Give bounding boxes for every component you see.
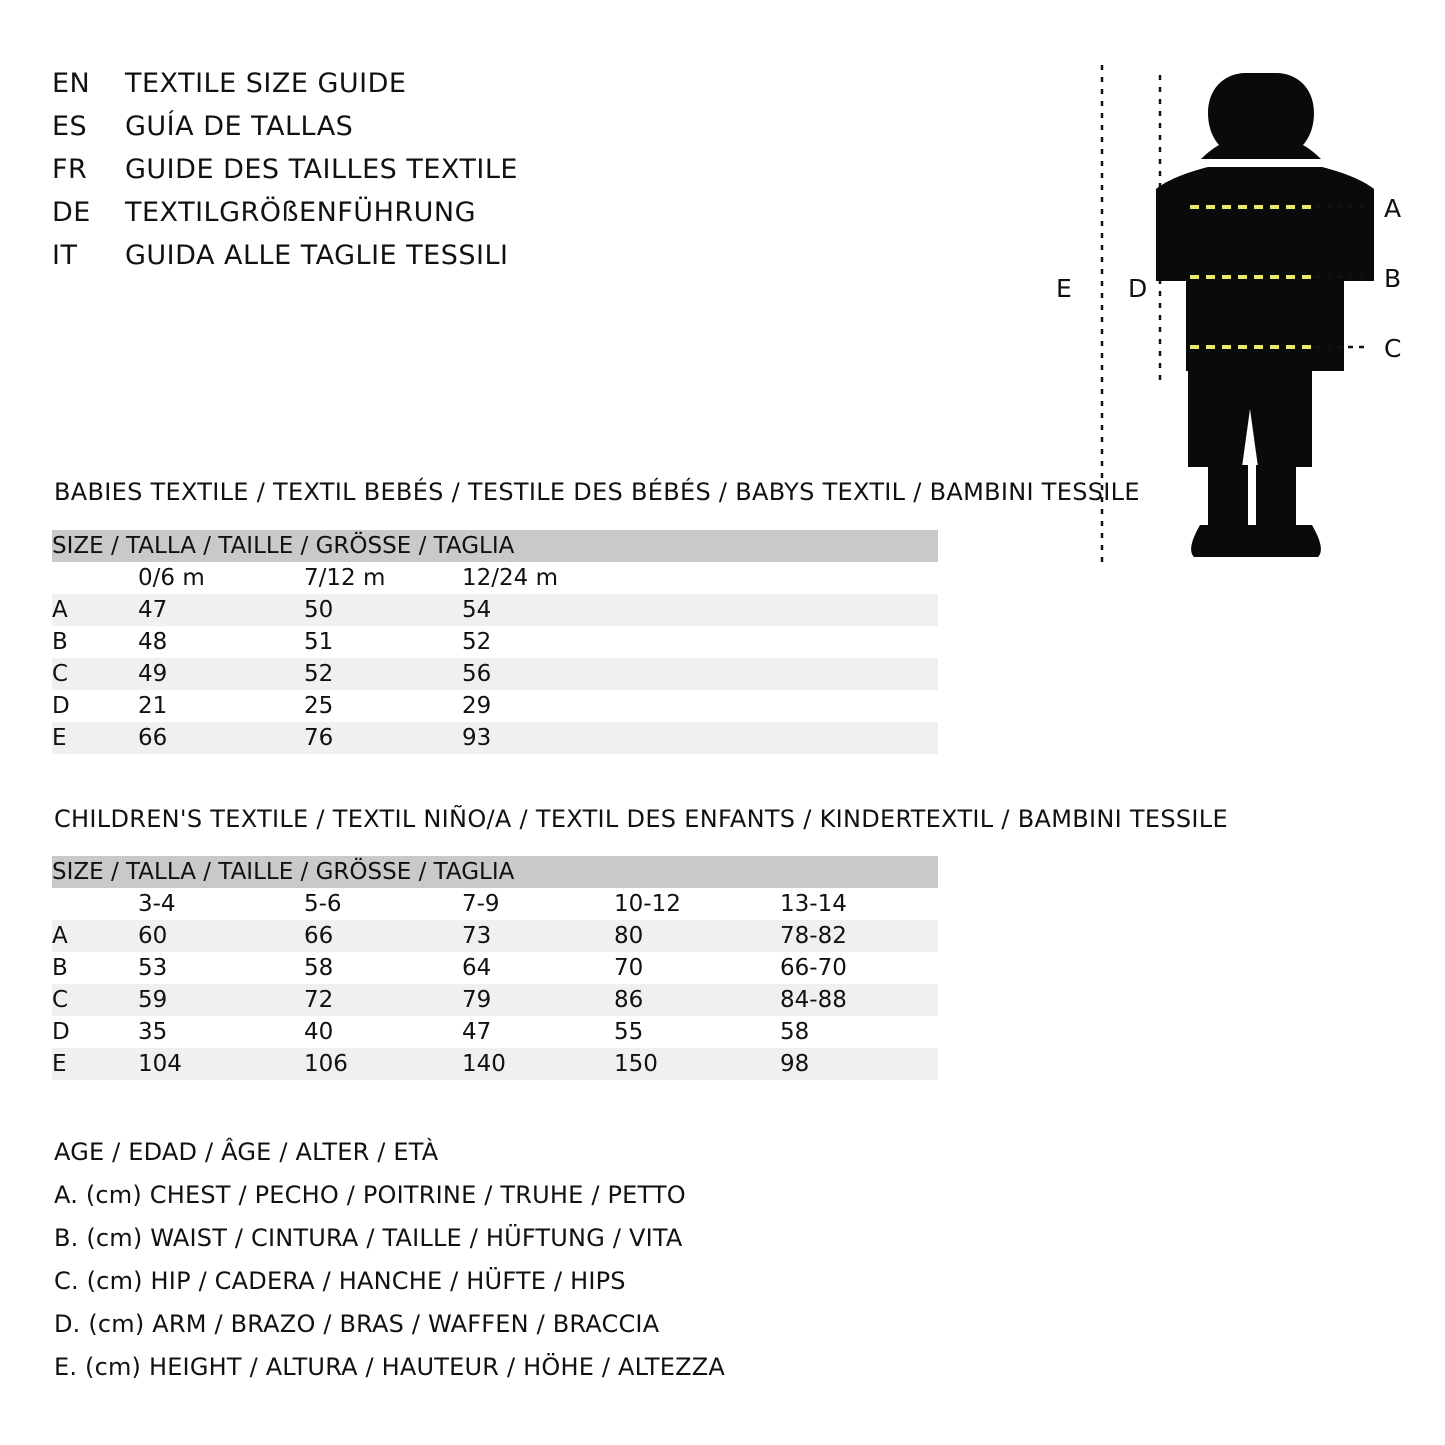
corner-cell	[52, 562, 138, 594]
legend-item: D. (cm) ARM / BRAZO / BRAS / WAFFEN / BRACCIA	[54, 1310, 660, 1338]
table-column-row	[52, 888, 938, 920]
table-row	[52, 594, 938, 626]
language-code: EN	[52, 68, 91, 99]
language-row	[52, 154, 752, 197]
row-label: E	[52, 722, 138, 754]
cell-value: 86	[614, 984, 780, 1016]
cell-value: 78-82	[780, 920, 938, 952]
cell-value: 66	[138, 722, 304, 754]
measurement-legend	[54, 1138, 954, 1396]
cell-value: 79	[462, 984, 614, 1016]
cell-value: 73	[462, 920, 614, 952]
cell-value: 49	[138, 658, 304, 690]
child-silhouette	[1156, 73, 1374, 557]
figure-label-d: D	[1128, 274, 1148, 303]
column-header: 3-4	[138, 888, 304, 920]
cell-value: 35	[138, 1016, 304, 1048]
language-code: DE	[52, 197, 91, 228]
legend-item: AGE / EDAD / ÂGE / ALTER / ETÀ	[54, 1138, 439, 1166]
legend-item: B. (cm) WAIST / CINTURA / TAILLE / HÜFTUNG / VITA	[54, 1224, 683, 1252]
table-row	[52, 722, 938, 754]
cell-value: 58	[780, 1016, 938, 1048]
language-title-list	[52, 68, 752, 283]
legend-item: C. (cm) HIP / CADERA / HANCHE / HÜFTE / HIPS	[54, 1267, 626, 1295]
cell-value: 48	[138, 626, 304, 658]
row-label: B	[52, 952, 138, 984]
cell-value: 52	[304, 658, 462, 690]
language-row	[52, 197, 752, 240]
row-label: A	[52, 920, 138, 952]
cell-value: 55	[614, 1016, 780, 1048]
cell-value: 21	[138, 690, 304, 722]
row-label: B	[52, 626, 138, 658]
language-row	[52, 240, 752, 283]
language-title: TEXTILGRÖßENFÜHRUNG	[125, 197, 477, 228]
table-row	[52, 984, 938, 1016]
children-table-header: SIZE / TALLA / TAILLE / GRÖSSE / TAGLIA	[52, 856, 938, 888]
cell-value: 70	[614, 952, 780, 984]
row-label: D	[52, 1016, 138, 1048]
language-row	[52, 111, 752, 154]
babies-size-table	[52, 530, 938, 754]
cell-value: 51	[304, 626, 462, 658]
legend-item: A. (cm) CHEST / PECHO / POITRINE / TRUHE / PETTO	[54, 1181, 686, 1209]
language-row	[52, 68, 752, 111]
table-header-row	[52, 530, 938, 562]
table-row	[52, 952, 938, 984]
cell-value: 40	[304, 1016, 462, 1048]
figure-label-b: B	[1384, 264, 1402, 293]
column-header: 7-9	[462, 888, 614, 920]
language-code: ES	[52, 111, 88, 142]
column-header: 5-6	[304, 888, 462, 920]
babies-section-title: BABIES TEXTILE / TEXTIL BEBÉS / TESTILE DES BÉBÉS / BABYS TEXTIL / BAMBINI TESSILE	[54, 478, 1140, 506]
table-header-row	[52, 856, 938, 888]
language-code: FR	[52, 154, 88, 185]
cell-value: 93	[462, 722, 938, 754]
cell-value: 47	[462, 1016, 614, 1048]
language-title: GUIDA ALLE TAGLIE TESSILI	[125, 240, 509, 271]
column-header: 0/6 m	[138, 562, 304, 594]
language-code: IT	[52, 240, 78, 271]
legend-item: E. (cm) HEIGHT / ALTURA / HAUTEUR / HÖHE / ALTEZZA	[54, 1353, 726, 1381]
cell-value: 58	[304, 952, 462, 984]
babies-table-header: SIZE / TALLA / TAILLE / GRÖSSE / TAGLIA	[52, 530, 938, 562]
table-row	[52, 1048, 938, 1080]
cell-value: 59	[138, 984, 304, 1016]
language-title: TEXTILE SIZE GUIDE	[125, 68, 407, 99]
column-header: 7/12 m	[304, 562, 462, 594]
table-row	[52, 658, 938, 690]
figure-label-a: A	[1384, 194, 1402, 223]
table-row	[52, 690, 938, 722]
language-title: GUIDE DES TAILLES TEXTILE	[125, 154, 518, 185]
figure-label-c: C	[1384, 334, 1402, 363]
cell-value: 60	[138, 920, 304, 952]
cell-value: 66-70	[780, 952, 938, 984]
cell-value: 106	[304, 1048, 462, 1080]
cell-value: 104	[138, 1048, 304, 1080]
cell-value: 47	[138, 594, 304, 626]
corner-cell	[52, 888, 138, 920]
cell-value: 54	[462, 594, 938, 626]
cell-value: 53	[138, 952, 304, 984]
cell-value: 25	[304, 690, 462, 722]
table-row	[52, 626, 938, 658]
row-label: D	[52, 690, 138, 722]
figure-label-e: E	[1056, 274, 1072, 303]
row-label: C	[52, 984, 138, 1016]
table-column-row	[52, 562, 938, 594]
cell-value: 66	[304, 920, 462, 952]
cell-value: 80	[614, 920, 780, 952]
column-header: 12/24 m	[462, 562, 938, 594]
cell-value: 52	[462, 626, 938, 658]
column-header: 10-12	[614, 888, 780, 920]
row-label: A	[52, 594, 138, 626]
language-title: GUÍA DE TALLAS	[125, 111, 354, 142]
cell-value: 140	[462, 1048, 614, 1080]
row-label: E	[52, 1048, 138, 1080]
cell-value: 72	[304, 984, 462, 1016]
cell-value: 50	[304, 594, 462, 626]
cell-value: 64	[462, 952, 614, 984]
cell-value: 98	[780, 1048, 938, 1080]
cell-value: 29	[462, 690, 938, 722]
cell-value: 150	[614, 1048, 780, 1080]
table-row	[52, 920, 938, 952]
children-size-table	[52, 856, 938, 1080]
children-section-title: CHILDREN'S TEXTILE / TEXTIL NIÑO/A / TEXTIL DES ENFANTS / KINDERTEXTIL / BAMBINI TESSILE	[54, 805, 1228, 833]
cell-value: 56	[462, 658, 938, 690]
cell-value: 84-88	[780, 984, 938, 1016]
cell-value: 76	[304, 722, 462, 754]
column-header: 13-14	[780, 888, 938, 920]
row-label: C	[52, 658, 138, 690]
table-row	[52, 1016, 938, 1048]
